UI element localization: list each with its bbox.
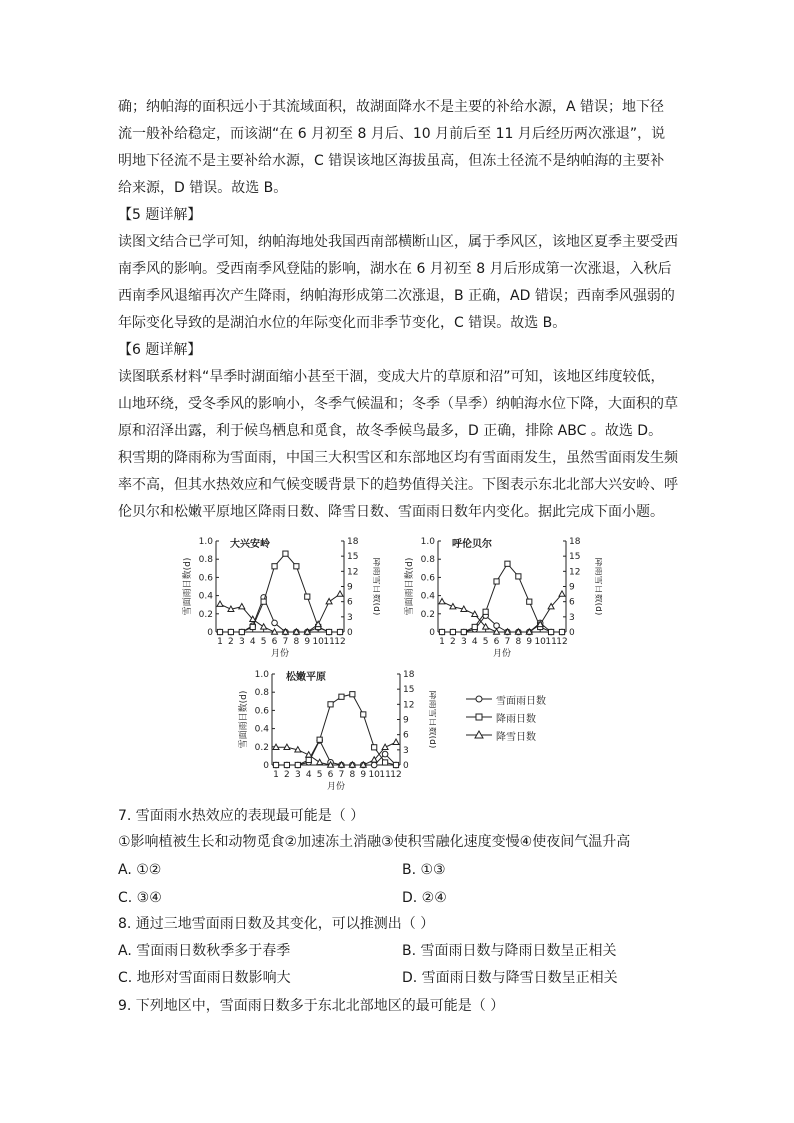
x-tick-label: 2 (450, 637, 456, 647)
x-tick-label: 3 (460, 637, 467, 647)
y-right-tick-label: 9 (403, 715, 409, 726)
data-point-triangle (337, 591, 343, 596)
y-left-tick-label: 0.8 (198, 555, 213, 566)
data-point-square (239, 629, 244, 634)
data-point-square (505, 561, 510, 566)
data-point-square (361, 712, 366, 717)
x-tick-label: 7 (504, 637, 511, 647)
y-right-tick-label: 3 (347, 612, 353, 623)
chart-title: 松嫩平原 (286, 672, 326, 683)
heading-q6-explanation: 【6 题详解】 (118, 342, 202, 358)
y-right-tick-label: 18 (347, 537, 359, 547)
y-left-tick-label: 0 (429, 628, 435, 638)
x-tick-label: 6 (271, 637, 278, 647)
y-left-axis-label: 雪面雨日数(d) (239, 690, 249, 749)
series-line-2 (442, 564, 562, 632)
y-right-tick-label: 9 (569, 582, 575, 593)
y-right-tick-label: 9 (347, 582, 353, 593)
paragraph-q6-explanation: 读图联系材料“旱季时湖面缩小甚至干涸，变成大片的草原和沼”可知，该地区纬度较低，山地环绕，受冬季风的影响小，冬季气候温和；冬季（旱季）纳帕海水位下降，大面积的草原和沼泽出露，利于候鸟栖息和觅食，故冬季候鸟最多，D 正确，排除 ABC 。故选 D。 (118, 369, 678, 439)
question-8-option-a[interactable]: A. 雪面雨日数秋季多于春季 (118, 943, 291, 959)
x-tick-label: 12 (556, 637, 568, 647)
question-8-option-d[interactable]: D. 雪面雨日数与降雪日数呈正相关 (402, 970, 618, 986)
x-tick-label: 12 (334, 637, 346, 647)
data-point-square (284, 762, 289, 767)
chart-title: 大兴安岭 (230, 539, 270, 550)
y-right-tick-label: 12 (569, 567, 581, 578)
answer-text-block (118, 94, 678, 526)
y-right-tick-label: 15 (347, 552, 359, 563)
data-point-square (317, 737, 322, 742)
legend-label: 降雨日数 (496, 713, 536, 725)
y-right-tick-label: 0 (347, 628, 353, 638)
data-point-square (461, 629, 466, 634)
x-tick-label: 5 (260, 637, 267, 647)
y-right-tick-label: 18 (569, 537, 581, 547)
series-line-3 (220, 594, 340, 632)
y-left-axis-label: 雪面雨日数(d) (183, 557, 193, 616)
x-tick-label: 5 (316, 770, 323, 780)
question-8-option-c[interactable]: C. 地形对雪面雨日数影响大 (118, 970, 291, 986)
data-point-triangle (326, 598, 332, 603)
data-point-triangle (393, 739, 399, 744)
data-point-square (393, 762, 398, 767)
x-tick-label: 9 (304, 637, 311, 647)
data-point-triangle (317, 759, 323, 764)
y-left-tick-label: 0.2 (198, 609, 213, 620)
question-8-stem: 8. 通过三地雪面雨日数及其变化，可以推测出（ ） (118, 916, 435, 932)
y-left-tick-label: 0.4 (420, 591, 435, 602)
question-7-option-d[interactable]: D. ②④ (402, 890, 447, 906)
x-tick-label: 6 (327, 770, 334, 780)
y-left-tick-label: 0.6 (420, 573, 435, 584)
x-tick-label: 4 (249, 637, 256, 647)
x-tick-label: 3 (238, 637, 245, 647)
data-point-square (295, 762, 300, 767)
data-point-circle (371, 762, 377, 768)
x-tick-label: 8 (515, 637, 522, 647)
series-line-1 (220, 597, 340, 632)
question-7-stem: 7. 雪面雨水热效应的表现最可能是（ ） (118, 808, 365, 824)
y-right-tick-label: 12 (403, 700, 415, 711)
y-left-tick-label: 0.4 (198, 591, 213, 602)
series-line-2 (220, 554, 340, 632)
x-tick-label: 5 (482, 637, 489, 647)
series-line-2 (276, 694, 396, 765)
data-point-square (294, 564, 299, 569)
x-axis-label: 月份 (270, 649, 290, 659)
x-tick-label: 12 (390, 770, 402, 780)
x-axis-label: 月份 (492, 649, 512, 659)
chart-title: 呼伦贝尔 (452, 539, 492, 550)
y-right-tick-label: 3 (569, 612, 575, 623)
x-tick-label: 2 (284, 770, 290, 780)
y-left-tick-label: 0.4 (254, 724, 269, 735)
y-right-tick-label: 15 (569, 552, 581, 563)
data-point-square (372, 745, 377, 750)
data-point-square (273, 762, 278, 767)
y-left-tick-label: 0.2 (254, 742, 269, 753)
y-left-tick-label: 1.0 (420, 537, 435, 547)
y-right-axis-label: 降雨雪日数(d) (427, 690, 436, 749)
square-marker-icon (466, 712, 492, 722)
data-point-triangle (284, 744, 290, 749)
data-point-circle (382, 751, 388, 757)
y-right-axis-label: 降雨雪日数(d) (593, 557, 602, 616)
data-point-square (516, 574, 521, 579)
x-tick-label: 10 (312, 637, 324, 647)
data-point-square (328, 702, 333, 707)
question-7-option-b[interactable]: B. ①③ (402, 862, 446, 878)
y-right-tick-label: 15 (403, 685, 415, 696)
question-7-option-a[interactable]: A. ①② (118, 862, 162, 878)
data-point-square (306, 757, 311, 762)
data-point-triangle (217, 601, 223, 606)
data-point-circle (272, 620, 278, 626)
x-tick-label: 1 (273, 770, 279, 780)
legend-label: 雪面雨日数 (496, 695, 546, 707)
x-tick-label: 2 (228, 637, 234, 647)
y-right-tick-label: 0 (403, 761, 409, 771)
data-point-triangle (439, 598, 445, 603)
data-point-square (337, 629, 342, 634)
paragraph-q5-explanation: 读图文结合已学可知，纳帕海地处我国西南部横断山区，属于季风区，该地区夏季主要受西南季风的影响。受西南季风登陆的影响，湖水在 6 月初至 8 月后形成第一次涨退，入秋后西南季风退缩再次产生降雨，纳帕海形成第二次涨退，B 正确，AD 错误；西南季风强弱的年际变化导致的是湖泊水位的年际变化而非季节变化，C 错误。故选 B。 (118, 234, 678, 331)
x-tick-label: 10 (534, 637, 546, 647)
data-point-square (228, 629, 233, 634)
data-point-square (339, 694, 344, 699)
legend-item-rain (466, 708, 576, 726)
data-point-square (326, 629, 331, 634)
x-tick-label: 9 (526, 637, 533, 647)
question-8-option-b[interactable]: B. 雪面雨日数与降雨日数呈正相关 (402, 943, 617, 959)
y-right-axis-label: 降雨雪日数(d) (371, 557, 380, 616)
x-tick-label: 4 (471, 637, 478, 647)
y-left-tick-label: 1.0 (254, 670, 269, 680)
data-point-triangle (559, 591, 565, 596)
x-tick-label: 6 (493, 637, 500, 647)
paragraph-4-explanation-end: 确；纳帕海的面积远小于其流域面积，故湖面降水不是主要的补给水源，A 错误；地下径流一般补给稳定，而该湖“在 6 月初至 8 月后、10 月前后至 11 月后经历两次涨退”，说明地下径流不是主要补给水源，C 错误该地区海拔虽高，但冻土径流不是纳帕海的主要补给来源，D 错误。故选 B。 (118, 99, 666, 196)
data-point-square (272, 564, 277, 569)
data-point-square (450, 629, 455, 634)
circle-marker-icon (466, 694, 492, 704)
data-point-square (494, 579, 499, 584)
chart-daxinganling (180, 533, 380, 667)
data-point-square (250, 624, 255, 629)
x-tick-label: 11 (379, 770, 391, 780)
triangle-marker-icon (466, 730, 492, 740)
chart-hulunbeier (402, 533, 602, 667)
chart-hulunbeier-svg (402, 533, 602, 663)
data-point-square (548, 629, 553, 634)
data-point-square (483, 609, 488, 614)
y-right-tick-label: 6 (347, 597, 353, 608)
y-left-axis-label: 雪面雨日数(d) (405, 557, 415, 616)
y-right-tick-label: 12 (347, 567, 359, 578)
x-tick-label: 7 (282, 637, 289, 647)
y-right-tick-label: 6 (403, 730, 409, 741)
y-right-tick-label: 0 (569, 628, 575, 638)
legend-label: 降雪日数 (496, 731, 536, 743)
y-left-tick-label: 0.6 (198, 573, 213, 584)
x-tick-label: 10 (368, 770, 380, 780)
data-point-square (559, 629, 564, 634)
data-point-square (439, 629, 444, 634)
y-left-tick-label: 0.6 (254, 706, 269, 717)
y-left-tick-label: 0 (263, 761, 269, 771)
question-9-stem: 9. 下列地区中，雪面雨日数多于东北北部地区的最可能是（ ） (118, 998, 505, 1014)
x-tick-label: 11 (323, 637, 335, 647)
x-tick-label: 9 (360, 770, 367, 780)
y-right-tick-label: 6 (569, 597, 575, 608)
y-left-tick-label: 0 (207, 628, 213, 638)
y-right-tick-label: 3 (403, 745, 409, 756)
x-tick-label: 3 (294, 770, 301, 780)
chart-daxinganling-svg (180, 533, 380, 663)
chart-songnen-plain (236, 666, 436, 800)
heading-q5-explanation: 【5 题详解】 (118, 207, 202, 223)
data-point-square (472, 624, 477, 629)
y-left-tick-label: 0.8 (420, 555, 435, 566)
paragraph-material-intro: 积雪期的降雨称为雪面雨，中国三大积雪区和东部地区均有雪面雨发生，虽然雪面雨发生频率不高，但其水热效应和气候变暖背景下的趋势值得关注。下图表示东北北部大兴安岭、呼伦贝尔和松嫩平原地区降雨日数、降雪日数、雪面雨日数年内变化。据此完成下面小题。 (118, 450, 678, 520)
data-point-square (527, 599, 532, 604)
x-tick-label: 7 (338, 770, 345, 780)
y-left-tick-label: 1.0 (198, 537, 213, 547)
data-point-square (217, 629, 222, 634)
chart-legend (466, 690, 576, 744)
data-point-square (261, 599, 266, 604)
data-point-square (283, 551, 288, 556)
y-left-tick-label: 0.2 (420, 609, 435, 620)
legend-item-snow-rain (466, 690, 576, 708)
data-point-square (382, 760, 387, 765)
data-point-square (350, 692, 355, 697)
legend-item-snow (466, 726, 576, 744)
question-7-statements: ①影响植被生长和动物觅食②加速冻土消融③使积雪融化速度变慢④使夜间气温升高 (118, 834, 631, 850)
x-axis-label: 月份 (326, 782, 346, 792)
x-tick-label: 8 (349, 770, 356, 780)
x-tick-label: 8 (293, 637, 300, 647)
data-point-triangle (239, 604, 245, 609)
data-point-triangle (261, 624, 267, 629)
data-point-circle (494, 623, 500, 629)
x-tick-label: 11 (545, 637, 557, 647)
data-point-square (305, 594, 310, 599)
y-left-tick-label: 0.8 (254, 688, 269, 699)
x-tick-label: 4 (305, 770, 312, 780)
chart-songnen-plain-svg (236, 666, 436, 796)
y-right-tick-label: 18 (403, 670, 415, 680)
x-tick-label: 1 (439, 637, 445, 647)
question-7-option-c[interactable]: C. ③④ (118, 890, 162, 906)
x-tick-label: 1 (217, 637, 223, 647)
